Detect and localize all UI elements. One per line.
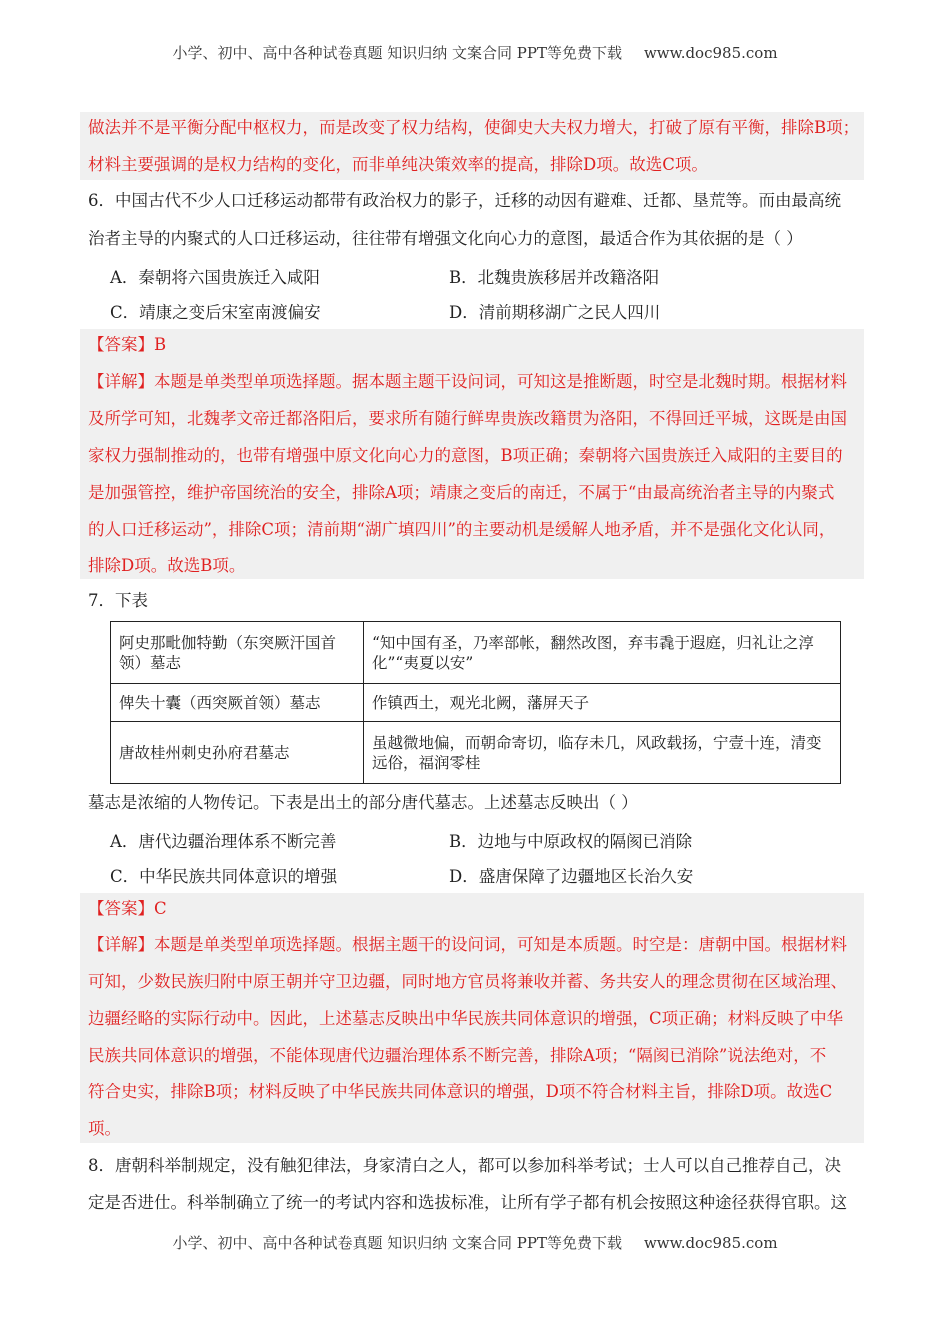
q7-explain-line: 可知，少数民族归附中原王朝并守卫边疆，同时地方官员将兼收并蓄、务共安人的理念贯彻在区域治理、 [88, 972, 847, 991]
q6-explain-line: 的人口迁移运动”，排除C项；清前期“湖广填四川”的主要动机是缓解人地矛盾，并不是强化文化认同， [88, 520, 836, 539]
table-row [111, 722, 841, 784]
q6-option-a: A．秦朝将六国贵族迁入咸阳 [110, 268, 320, 287]
q6-option-b: B．北魏贵族移居并改籍洛阳 [449, 268, 660, 287]
q6-explain-line: 是加强管控，维护帝国统治的安全，排除A项；靖康之变后的南迁，不属于“由最高统治者主导的内聚式 [88, 483, 835, 502]
q6-explain-line: 【详解】本题是单类型单项选择题。据本题主题干设问词，可知这是推断题，时空是北魏时期。根据材料 [88, 372, 847, 391]
q6-stem-line: 治者主导的内聚式的人口迁移运动，往往带有增强文化向心力的意图，最适合作为其依据的是（ ） [88, 229, 803, 248]
q7-option-b: B．边地与中原政权的隔阂已消除 [449, 832, 693, 851]
q8-stem-line: 8．唐朝科举制规定，没有触犯律法，身家清白之人，都可以参加科举考试；士人可以自己推荐自己，决 [88, 1156, 841, 1175]
q8-stem-line: 定是否进仕。科举制确立了统一的考试内容和选拔标准，让所有学子都有机会按照这种途径获得官职。这 [88, 1193, 847, 1212]
q6-option-d: D．清前期移湖广之民人四川 [449, 303, 661, 322]
q6-stem-line: 6．中国古代不少人口迁移运动都带有政治权力的影子，迁移的动因有避难、迁都、垦荒等。而由最高统 [88, 191, 841, 210]
table-cell-text: “知中国有圣，乃率部帐，翻然改图，弃韦毳于遐庭，归礼让之淳化”“夷夏以安” [364, 622, 841, 684]
q7-option-d: D．盛唐保障了边疆地区长治久安 [449, 867, 694, 886]
footer-text: 小学、初中、高中各种试卷真题 知识归纳 文案合同 PPT等免费下载 [172, 1234, 622, 1252]
q6-explain-line: 及所学可知，北魏孝文帝迁都洛阳后，要求所有随行鲜卑贵族改籍贯为洛阳，不得回迁平城，这既是由国 [88, 409, 847, 428]
q7-explain-line: 符合史实，排除B项；材料反映了中华民族共同体意识的增强，D项不符合材料主旨，排除D项。故选C [88, 1082, 833, 1101]
header-text: 小学、初中、高中各种试卷真题 知识归纳 文案合同 PPT等免费下载 [172, 44, 622, 62]
q6-answer: 【答案】B [88, 335, 167, 354]
q7-explain-line: 民族共同体意识的增强，不能体现唐代边疆治理体系不断完善，排除A项；“隔阂已消除”说法绝对，不 [88, 1046, 827, 1065]
q7-intro: 7．下表 [88, 591, 148, 610]
q7-explain-line: 边疆经略的实际行动中。因此，上述墓志反映出中华民族共同体意识的增强，C项正确；材料反映了中华 [88, 1009, 844, 1028]
page-footer [0, 1232, 950, 1253]
q7-explain-line: 项。 [88, 1119, 121, 1138]
table-cell-text: 作镇西土，观光北阙，藩屏天子 [364, 684, 841, 722]
q6-option-c: C．靖康之变后宋室南渡偏安 [110, 303, 321, 322]
prev-explain-line: 材料主要强调的是权力结构的变化，而非单纯决策效率的提高，排除D项。故选C项。 [88, 155, 708, 174]
q7-explain-line: 【详解】本题是单类型单项选择题。根据主题干的设问词，可知是本质题。时空是：唐朝中国。根据材料 [88, 935, 847, 954]
q7-option-c: C．中华民族共同体意识的增强 [110, 867, 338, 886]
q6-explain-line: 排除D项。故选B项。 [88, 556, 246, 575]
q7-stem: 墓志是浓缩的人物传记。下表是出土的部分唐代墓志。上述墓志反映出（ ） [88, 793, 638, 812]
table-row [111, 684, 841, 722]
table-cell-text: 虽越微地偏，而朝命寄切，临存未几，风政载扬，宁壹十连，清变远俗，福润零桂 [364, 722, 841, 784]
table-cell-name: 俾失十囊（西突厥首领）墓志 [111, 684, 364, 722]
epitaph-table [110, 621, 841, 784]
q7-answer: 【答案】C [88, 899, 167, 918]
header-site: www.doc985.com [643, 44, 778, 62]
table-cell-name: 阿史那毗伽特勤（东突厥汗国首领）墓志 [111, 622, 364, 684]
prev-explain-line: 做法并不是平衡分配中枢权力，而是改变了权力结构，使御史大夫权力增大，打破了原有平衡，排除B项； [88, 118, 860, 137]
q6-explain-line: 家权力强制推动的，也带有增强中原文化向心力的意图，B项正确；秦朝将六国贵族迁入咸阳的主要目的 [88, 446, 843, 465]
table-cell-name: 唐故桂州刺史孙府君墓志 [111, 722, 364, 784]
footer-site: www.doc985.com [643, 1234, 778, 1252]
page-header [0, 42, 950, 63]
table-row [111, 622, 841, 684]
q7-option-a: A．唐代边疆治理体系不断完善 [110, 832, 337, 851]
